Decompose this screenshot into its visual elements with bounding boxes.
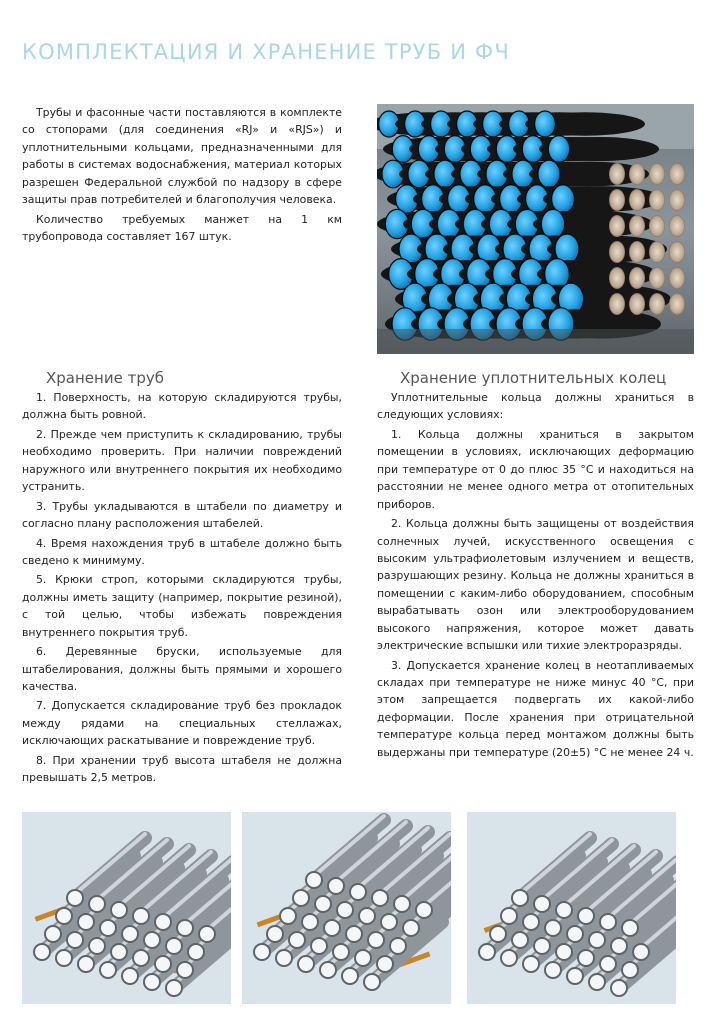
list-item: 7. Допускается складирование труб без прокладок между рядами на специальных стеллажах, исключающих раскатывание и повреждение труб.	[22, 699, 342, 748]
list-item: 5. Крюки строп, которыми складируются трубы, должны иметь защиту (например, покрытие резиной), с той целью, чтобы избежать повреждения внутреннего покрытия труб.	[22, 573, 342, 639]
list-item: 1. Поверхность, на которую складируются трубы, должна быть ровной.	[22, 391, 342, 422]
list-item: 1. Кольца должны храниться в закрытом помещении в условиях, исключающих деформацию при температуре от 0 до плюс 35 °С и находиться на расстоянии не менее одного метра от отопительных приборов.	[377, 427, 694, 511]
list-item: 8. При хранении труб высота штабеля не должна превышать 2,5 метров.	[22, 753, 342, 785]
list-item: 6. Деревянные бруски, используемые для штабелирования, должны быть прямыми и хорошего качества.	[22, 645, 342, 693]
list-item: 3. Трубы укладываются в штабели по диаметру и согласно плану расположения штабелей.	[22, 499, 342, 531]
section-title-rings: Хранение уплотнительных колец	[400, 369, 667, 387]
stack-diagram-3	[467, 812, 676, 1004]
list-item: 2. Прежде чем приступить к складированию, трубы необходимо проверить. При наличии повреждений наружного или внутреннего покрытия их необходимо устранить.	[22, 427, 342, 494]
pipe-storage-list	[22, 389, 342, 789]
intro-paragraph: Трубы и фасонные части поставляются в комплекте со стопорами (для соединения «RJ» и «RJS») и уплотнительными кольцами, предназначенными для работы в системах водоснабжения, материал которых разрешен Федеральной службой по надзору в сфере защиты прав потребителей и благополучия человека.	[22, 106, 342, 207]
list-item: 2. Кольца должны быть защищены от воздействия солнечных лучей, искусственного освещения с высоким ультрафиолетовым излучением и веществ, разрушающих резину. Кольца не должны храниться в помещении с каким-либо оборудованием, способным вырабатывать озон или электрооборудованием высокого напряжения, которое может давать электрические вспышки или тихие электроразряды.	[377, 517, 694, 653]
stack-diagram-2	[242, 812, 451, 1004]
stack-diagram-1	[22, 812, 231, 1004]
list-item: 3. Допускается хранение колец в неотапливаемых складах при температуре не ниже минус 40 °С, при этом запрещается подвергать их какой-либо деформации. После хранения при отрицательной температуре кольца перед монтажом должны быть выдержаны при температуре (20±5) °С не менее 24 ч.	[377, 658, 694, 759]
page-title: КОМПЛЕКТАЦИЯ И ХРАНЕНИЕ ТРУБ И ФЧ	[22, 40, 510, 64]
section-title-pipes: Хранение труб	[46, 369, 164, 387]
ring-storage-list	[377, 389, 694, 763]
list-item: 4. Время нахождения труб в штабеле должно быть сведено к минимуму.	[22, 536, 342, 567]
pipe-stack-photo	[377, 104, 694, 354]
intro-paragraph: Количество требуемых манжет на 1 км трубопровода составляет 167 штук.	[22, 212, 342, 244]
list-item: Уплотнительные кольца должны храниться в следующих условиях:	[377, 391, 694, 422]
intro-text	[22, 104, 342, 248]
